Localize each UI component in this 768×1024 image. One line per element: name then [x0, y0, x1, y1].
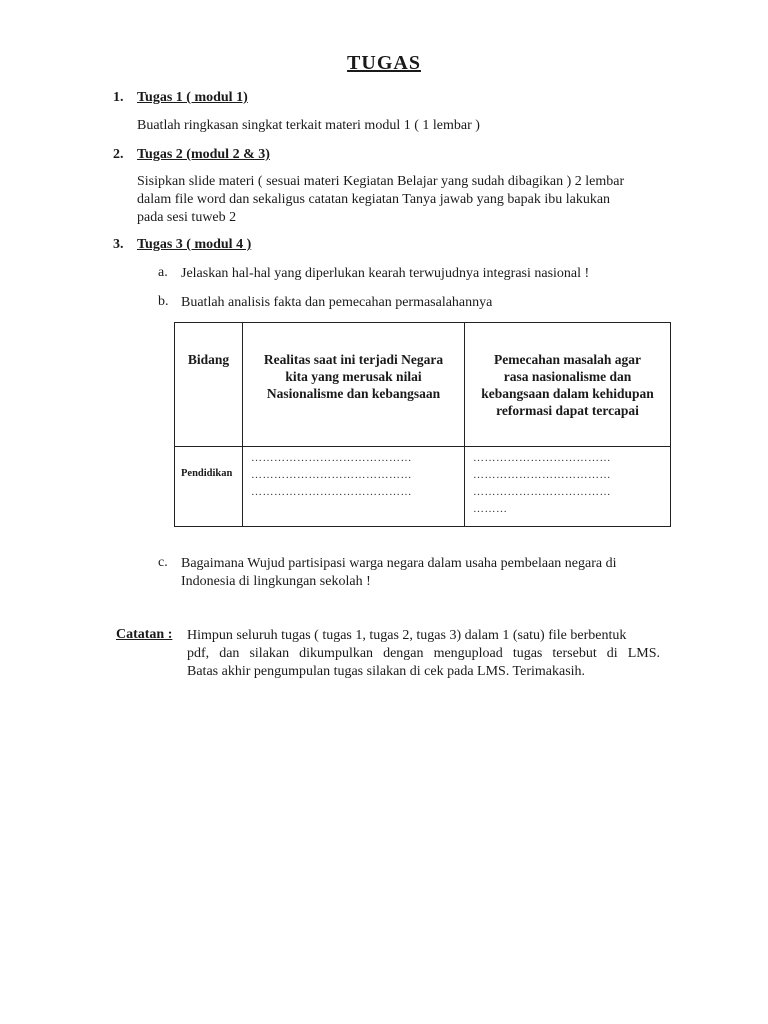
answer-line: ……… — [473, 503, 508, 515]
task-3c-line-1: Bagaimana Wujud partisipasi warga negara dalam usaha pembelaan negara di — [181, 556, 617, 571]
table-row — [175, 447, 671, 527]
answer-line: ……………………………… — [473, 452, 611, 464]
task-1-number: 1. — [113, 90, 124, 105]
row-label-cell — [175, 447, 243, 527]
task-3b-text: Buatlah analisis fakta dan pemecahan permasalahannya — [181, 295, 493, 310]
header-pemecahan — [465, 323, 671, 447]
header-pemecahan-text: Pemecahan masalah agar rasa nasionalisme dan kebangsaan dalam kehidupan reformasi dapat tercapai — [481, 352, 654, 418]
answer-line: …………………………………… — [251, 486, 412, 498]
catatan-line-1: Himpun seluruh tugas ( tugas 1, tugas 2, tugas 3) dalam 1 (satu) file berbentuk — [187, 628, 627, 643]
task-3-number: 3. — [113, 237, 124, 252]
task-2-heading: Tugas 2 (modul 2 & 3) — [137, 147, 270, 162]
catatan-label: Catatan : — [116, 627, 173, 642]
answer-line: ……………………………… — [473, 486, 611, 498]
task-1-heading: Tugas 1 ( modul 1) — [137, 90, 248, 105]
task-2-line-1: Sisipkan slide materi ( sesuai materi Kegiatan Belajar yang sudah dibagikan ) 2 lembar — [137, 174, 625, 189]
page-title: TUGAS — [347, 52, 421, 74]
answer-line: ……………………………… — [473, 469, 611, 481]
task-3c-letter: c. — [158, 555, 168, 570]
answer-line: …………………………………… — [251, 469, 412, 481]
task-3a-letter: a. — [158, 265, 168, 280]
task-2-line-2: dalam file word dan sekaligus catatan kegiatan Tanya jawab yang bapak ibu lakukan — [137, 192, 611, 207]
answer-line: …………………………………… — [251, 452, 412, 464]
pemecahan-answer-cell[interactable] — [465, 447, 671, 527]
header-realitas — [243, 323, 465, 447]
task-2-number: 2. — [113, 147, 124, 162]
header-bidang — [175, 323, 243, 447]
task-3-heading: Tugas 3 ( modul 4 ) — [137, 237, 252, 252]
task-3c-line-2: Indonesia di lingkungan sekolah ! — [181, 574, 371, 589]
row-label-pendidikan: Pendidikan — [181, 468, 233, 479]
task-3b-letter: b. — [158, 294, 169, 309]
realitas-answer-cell[interactable] — [243, 447, 465, 527]
analysis-table — [174, 322, 671, 527]
table-header-row — [175, 323, 671, 447]
header-bidang-text: Bidang — [187, 352, 230, 367]
header-realitas-text: Realitas saat ini terjadi Negara kita yang merusak nilai Nasionalisme dan kebangsaan — [263, 352, 444, 401]
task-3a-text: Jelaskan hal-hal yang diperlukan kearah terwujudnya integrasi nasional ! — [181, 266, 590, 281]
catatan-line-2: pdf, dan silakan dikumpulkan dengan mengupload tugas tersebut di LMS. — [187, 646, 660, 661]
task-1-text: Buatlah ringkasan singkat terkait materi modul 1 ( 1 lembar ) — [137, 118, 480, 133]
catatan-line-3: Batas akhir pengumpulan tugas silakan di cek pada LMS. Terimakasih. — [187, 664, 586, 679]
task-2-line-3: pada sesi tuweb 2 — [137, 210, 237, 225]
